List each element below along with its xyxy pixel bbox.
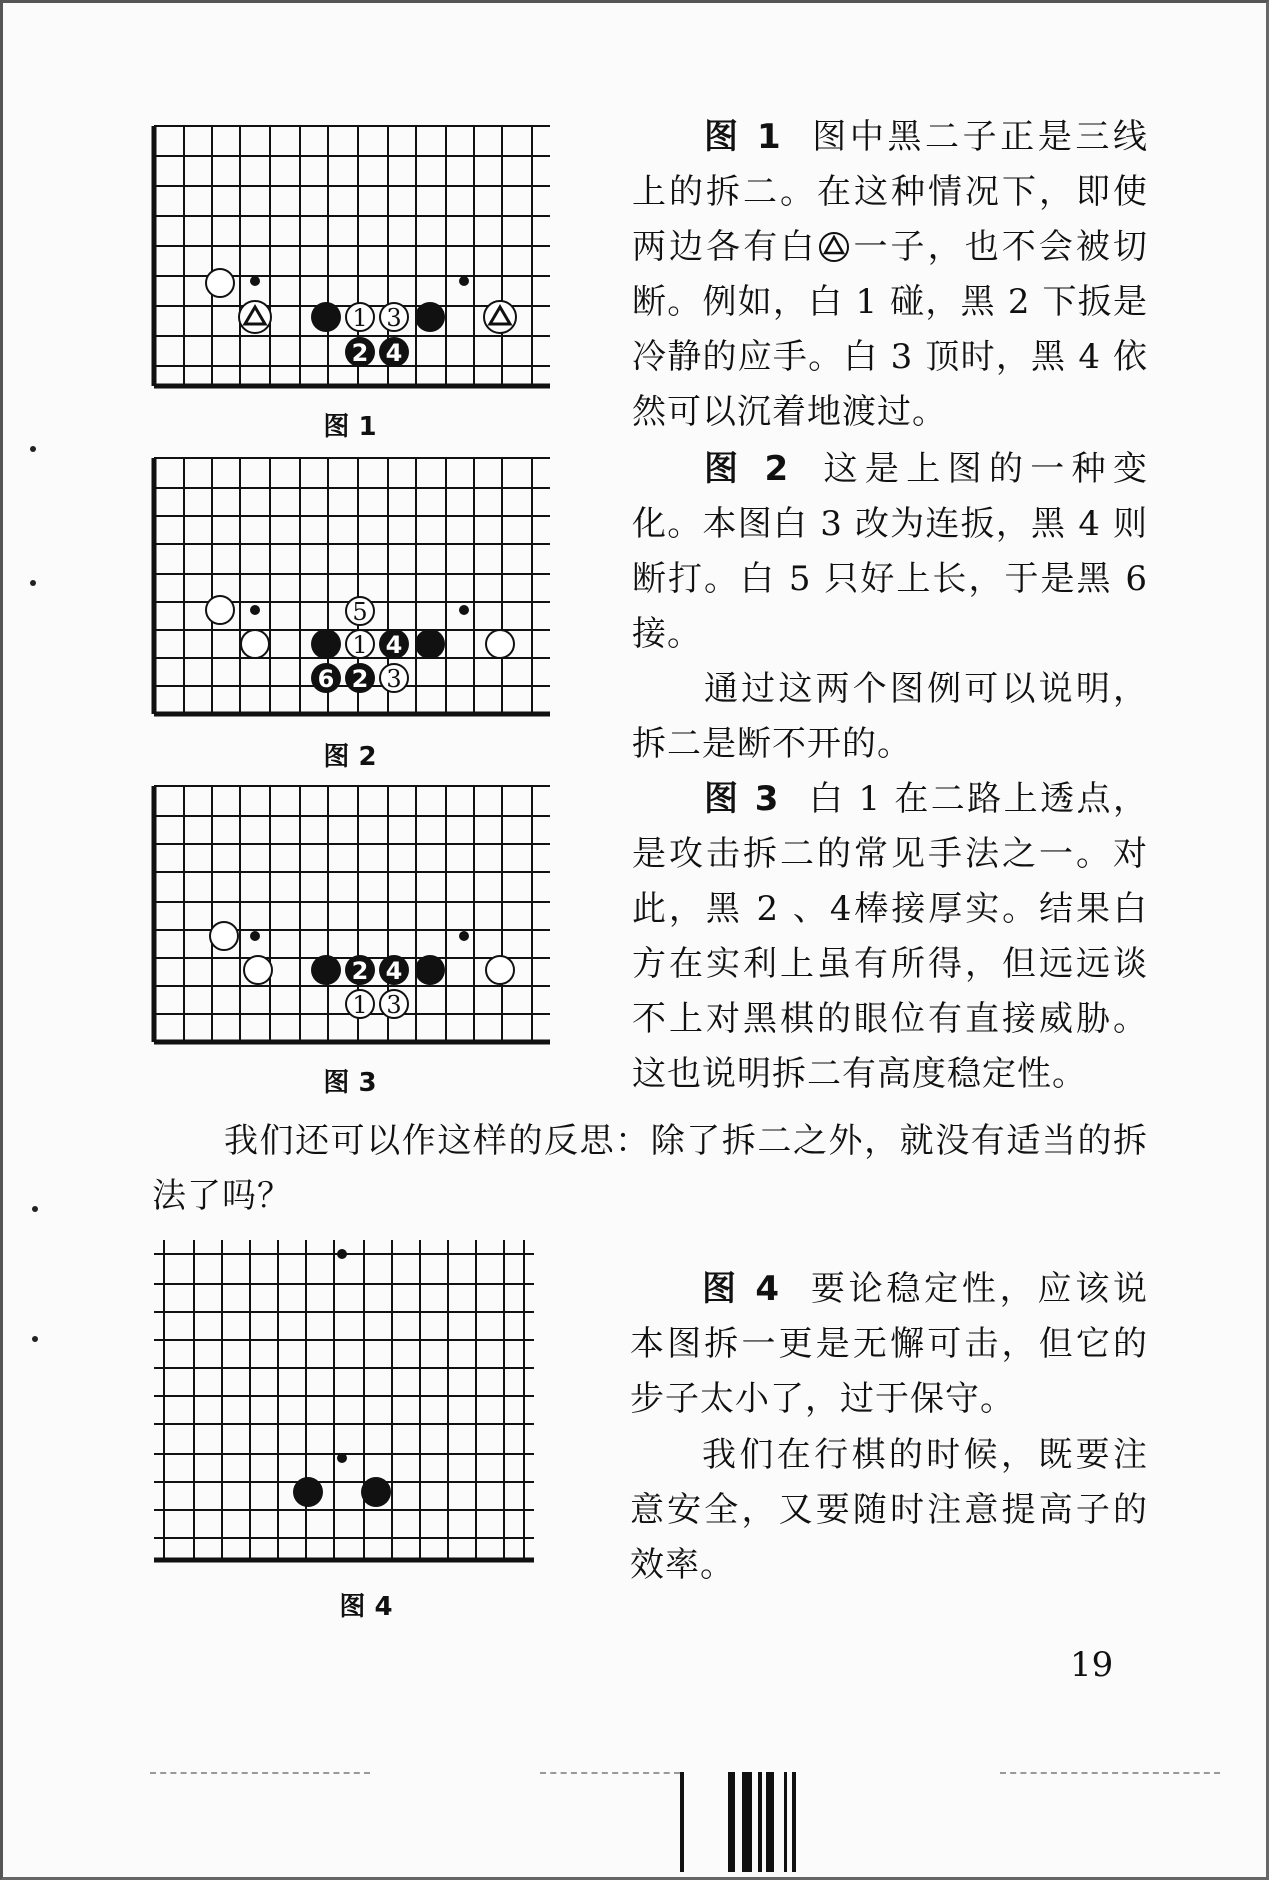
scan-line [540,1772,680,1776]
paragraph-label: 图 1 [704,117,782,157]
star-point [337,1453,347,1463]
triangle-marker-icon [817,232,851,262]
black-stone [311,629,341,659]
barcode-mark [680,1772,830,1872]
go-board-fig4 [150,1240,540,1568]
star-point [459,605,469,615]
figure-caption-3: 图 3 [323,1068,377,1098]
paragraph-fig1 [632,110,1148,440]
stone-number: 1 [352,304,368,332]
stone-number: 2 [351,957,369,985]
black-stone [311,955,341,985]
go-board-fig3 [148,784,558,1052]
figure-caption-4: 图 4 [339,1592,393,1622]
paragraph-text: 这是上图的一种变化。本图白 3 改为连扳，黑 4 则断打。白 5 只好上长，于是黑 6 接。 [632,449,1149,654]
scan-speck [32,1336,38,1342]
paragraph-text: 我们在行棋的时候，既要注意安全，又要随时注意提高子的效率。 [630,1435,1148,1585]
black-stone [415,302,445,332]
black-stone [311,302,341,332]
white-stone [206,269,234,297]
star-point [250,931,260,941]
stone-number: 3 [386,665,402,693]
paragraph-conclusion [632,662,1148,772]
star-point [459,931,469,941]
paragraph-text: 白 1 在二路上透点，是攻击拆二的常见手法之一。对此，黑 2 、4棒接厚实。结果白方在实利上虽有所得，但远远谈不上对黑棋的眼位有直接威胁。这也说明拆二有高度稳定性。 [632,779,1148,1094]
white-stone [210,922,238,950]
figure-caption-1: 图 1 [323,412,377,442]
stone-number: 4 [385,631,403,659]
paragraph-fig4 [630,1262,1148,1427]
grid-lines [154,1240,534,1560]
paragraph-label: 图 2 [704,449,790,489]
white-stone [241,630,269,658]
paragraph-text: 我们还可以作这样的反思：除了拆二之外，就没有适当的拆法了吗？ [152,1121,1148,1216]
stone-number: 4 [385,957,403,985]
stone-number: 4 [385,339,403,367]
stone-number: 1 [352,631,368,659]
paragraph-label: 图 4 [702,1269,781,1309]
go-board-fig2 [148,456,558,722]
stone-number: 1 [352,991,368,1019]
black-stone [415,629,445,659]
black-stone [361,1477,391,1507]
paragraph-fig3 [632,772,1148,1102]
paragraph-text: 图中黑二子正是三线上的拆二。在这种情况下，即使两边各有白 [632,117,1149,267]
stone-number: 6 [317,665,335,693]
black-stone [415,955,445,985]
star-point [459,276,469,286]
white-stone [206,596,234,624]
paragraph-efficiency [630,1428,1148,1593]
figure-caption-2: 图 2 [323,742,377,772]
stone-number: 3 [386,991,402,1019]
paragraph-text: 要论稳定性，应该说本图拆一更是无懈可击，但它的步子太小了，过于保守。 [630,1269,1149,1419]
white-stone [486,630,514,658]
page-number: 19 [1070,1645,1114,1685]
go-board-fig1 [148,124,558,394]
scan-line [1000,1772,1220,1776]
white-stone [486,956,514,984]
scan-speck [30,580,36,586]
paragraph-text: 通过这两个图例可以说明，拆二是断不开的。 [632,669,1148,764]
paragraph-text: 一子，也不会被切断。例如，白 1 碰，黑 2 下扳是冷静的应手。白 3 顶时，黑 4 依然可以沉着地渡过。 [632,227,1149,432]
star-point [250,605,260,615]
black-stone [293,1477,323,1507]
paragraph-reflection [152,1114,1148,1224]
paragraph-label: 图 3 [704,779,780,819]
star-point [337,1249,347,1259]
scan-speck [30,446,36,452]
stone-number: 3 [386,304,402,332]
paragraph-fig2 [632,442,1148,662]
white-stone-triangle [239,301,271,333]
scan-line [150,1772,370,1776]
white-stone-triangle [484,301,516,333]
white-stone [244,956,272,984]
stone-number: 2 [351,339,369,367]
scan-speck [32,1206,38,1212]
stone-number: 2 [351,665,369,693]
stone-number: 5 [352,598,368,626]
star-point [250,276,260,286]
